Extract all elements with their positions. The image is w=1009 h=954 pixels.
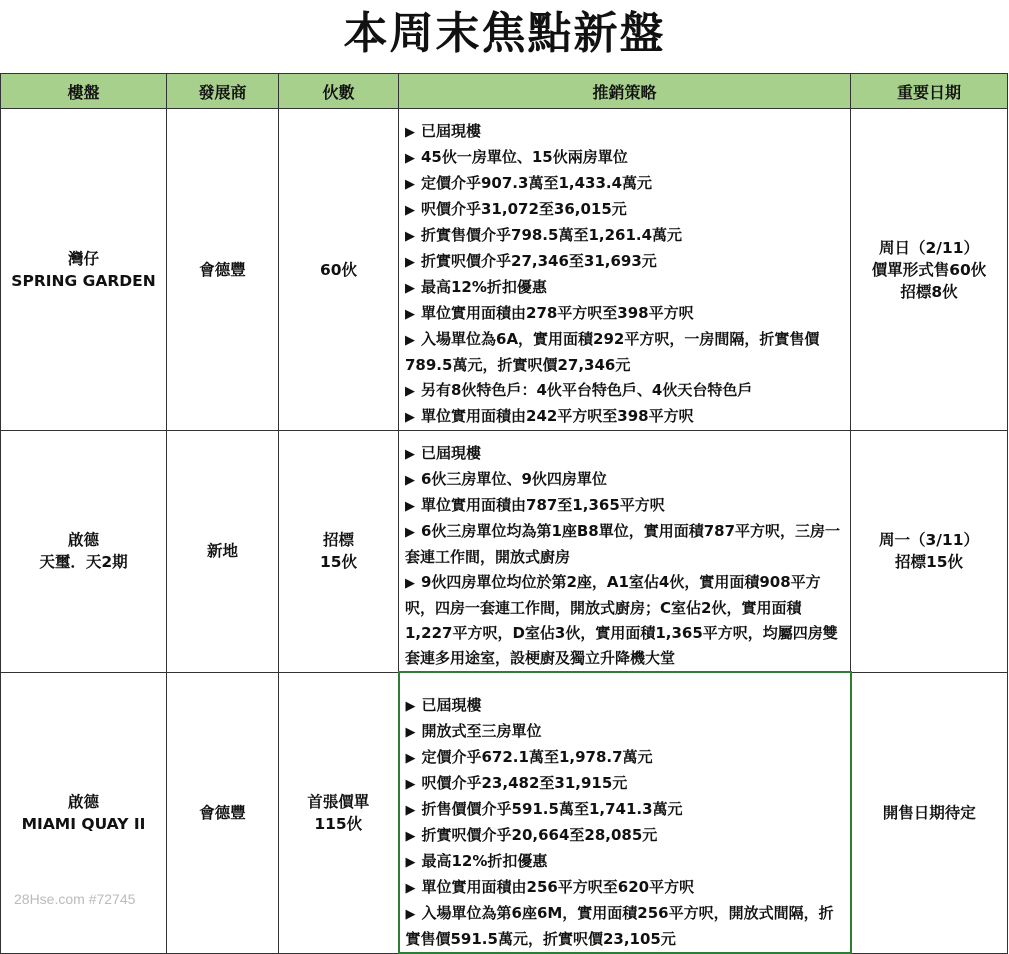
strategy-cell: [399, 109, 851, 431]
dates-cell: [851, 431, 1008, 673]
units-line: 首張價單: [307, 792, 370, 811]
developer-cell: 新地: [167, 431, 279, 673]
list-item: ▶ 6伙三房單位均為第1座B8單位，實用面積787平方呎，三房一套連工作間，開放式廚房: [405, 522, 841, 566]
date-line: 開售日期待定: [882, 803, 976, 822]
triangle-bullet-icon: ▶: [405, 829, 416, 844]
list-item: ▶ 定價介乎672.1萬至1,978.7萬元: [405, 748, 653, 766]
list-item: ▶ 已屆現樓: [405, 122, 482, 140]
triangle-bullet-icon: ▶: [405, 255, 415, 270]
triangle-bullet-icon: ▶: [405, 725, 416, 740]
units-cell: [279, 431, 399, 673]
triangle-bullet-icon: ▶: [405, 907, 416, 922]
list-item: ▶ 入場單位為6A，實用面積292平方呎，一房間隔，折實售價789.5萬元，折實呎價27,346元: [405, 330, 820, 374]
list-item: ▶ 單位實用面積由278平方呎至398平方呎: [405, 304, 694, 322]
triangle-bullet-icon: ▶: [405, 751, 416, 766]
date-line: 周日（2/11）: [878, 238, 980, 257]
header-dates: 重要日期: [851, 74, 1008, 109]
date-line: 周一（3/11）: [878, 531, 980, 550]
estate-name: SPRING GARDEN: [11, 271, 156, 290]
list-item: ▶ 折實呎價介乎20,664至28,085元: [405, 826, 658, 844]
triangle-bullet-icon: ▶: [405, 881, 416, 896]
triangle-bullet-icon: ▶: [405, 229, 415, 244]
estate-name: 天璽．天2期: [39, 553, 128, 572]
triangle-bullet-icon: ▶: [405, 177, 415, 192]
list-item: ▶ 定價介乎907.3萬至1,433.4萬元: [405, 174, 653, 192]
strategy-list: [404, 693, 844, 952]
triangle-bullet-icon: ▶: [405, 473, 415, 488]
list-item: ▶ 最高12%折扣優惠: [405, 278, 547, 296]
estate-name: MIAMI QUAY II: [21, 814, 146, 833]
triangle-bullet-icon: ▶: [405, 803, 416, 818]
list-item: ▶ 已屆現樓: [405, 444, 482, 462]
estate-district: 啟德: [67, 792, 99, 811]
header-strategy: 推銷策略: [399, 74, 851, 109]
list-item: ▶ 折實呎價介乎27,346至31,693元: [405, 252, 657, 270]
units-cell: [279, 672, 399, 953]
watermark: 28Hse.com #72745: [14, 891, 136, 907]
units-line: 115伙: [314, 814, 363, 833]
strategy-list: [403, 441, 844, 671]
header-developer: 發展商: [167, 74, 279, 109]
table-row: [1, 431, 1008, 673]
strategy-cell: [399, 672, 851, 953]
estate-cell: [1, 672, 167, 953]
units-cell: [279, 109, 399, 431]
list-item: ▶ 最高12%折扣優惠: [405, 852, 548, 870]
table-row: [1, 672, 1008, 953]
list-item: ▶ 開放式至三房單位: [405, 722, 542, 740]
dates-cell: [851, 672, 1008, 953]
list-item: ▶ 折售價價介乎591.5萬至1,741.3萬元: [405, 800, 683, 818]
triangle-bullet-icon: ▶: [405, 777, 416, 792]
triangle-bullet-icon: ▶: [405, 307, 415, 322]
table-row: [1, 109, 1008, 431]
list-item: ▶ 呎價介乎31,072至36,015元: [405, 200, 627, 218]
page-title: 本周末焦點新盤: [343, 8, 666, 59]
triangle-bullet-icon: ▶: [405, 384, 415, 399]
triangle-bullet-icon: ▶: [405, 281, 415, 296]
list-item: ▶ 呎價介乎23,482至31,915元: [405, 774, 628, 792]
date-line: 價單形式售60伙: [871, 260, 987, 279]
list-item: ▶ 已屆現樓: [405, 696, 482, 714]
triangle-bullet-icon: ▶: [405, 203, 415, 218]
list-item: ▶ 單位實用面積由787至1,365平方呎: [405, 496, 665, 514]
date-line: 招標8伙: [900, 282, 958, 301]
date-line: 招標15伙: [894, 553, 964, 572]
list-item: ▶ 6伙三房單位、9伙四房單位: [405, 470, 607, 488]
triangle-bullet-icon: ▶: [405, 525, 415, 540]
developer-cell: 會德豐: [167, 672, 279, 953]
triangle-bullet-icon: ▶: [405, 447, 415, 462]
units-line: 招標: [322, 531, 354, 550]
header-units: 伙數: [279, 74, 399, 109]
list-item: ▶ 9伙四房單位均位於第2座，A1室佔4伙，實用面積908平方呎，四房一套連工作間，開放式廚房；C室佔2伙，實用面積1,227平方呎，D室佔3伙，實用面積1,365平方呎，均屬四房雙套連多用途室，設梗廚及獨立升降機大堂: [405, 573, 838, 667]
list-item: ▶ 另有8伙特色戶：4伙平台特色戶、4伙天台特色戶: [405, 381, 753, 399]
table-header-row: [1, 74, 1008, 109]
triangle-bullet-icon: ▶: [405, 151, 415, 166]
strategy-list: [403, 119, 844, 430]
estate-cell: [1, 109, 167, 431]
new-listings-table: [0, 73, 1008, 954]
estate-cell: [1, 431, 167, 673]
triangle-bullet-icon: ▶: [405, 125, 415, 140]
header-estate: 樓盤: [1, 74, 167, 109]
list-item: ▶ 折實售價介乎798.5萬至1,261.4萬元: [405, 226, 683, 244]
strategy-cell: [399, 431, 851, 673]
estate-district: 啟德: [67, 531, 99, 550]
list-item: ▶ 45伙一房單位、15伙兩房單位: [405, 148, 628, 166]
list-item: ▶ 入場單位為第6座6M，實用面積256平方呎，開放式間隔，折實售價591.5萬元，折實呎價23,105元: [405, 904, 834, 948]
triangle-bullet-icon: ▶: [405, 855, 416, 870]
estate-district: 灣仔: [67, 249, 99, 268]
list-item: ▶ 單位實用面積由242平方呎至398平方呎: [405, 407, 694, 425]
triangle-bullet-icon: ▶: [405, 699, 416, 714]
developer-cell: 會德豐: [167, 109, 279, 431]
triangle-bullet-icon: ▶: [405, 576, 415, 591]
dates-cell: [851, 109, 1008, 431]
triangle-bullet-icon: ▶: [405, 333, 415, 348]
units-line: 15伙: [319, 553, 358, 572]
units-line: 60伙: [319, 260, 358, 279]
triangle-bullet-icon: ▶: [405, 499, 415, 514]
triangle-bullet-icon: ▶: [405, 410, 415, 425]
list-item: ▶ 單位實用面積由256平方呎至620平方呎: [405, 878, 695, 896]
